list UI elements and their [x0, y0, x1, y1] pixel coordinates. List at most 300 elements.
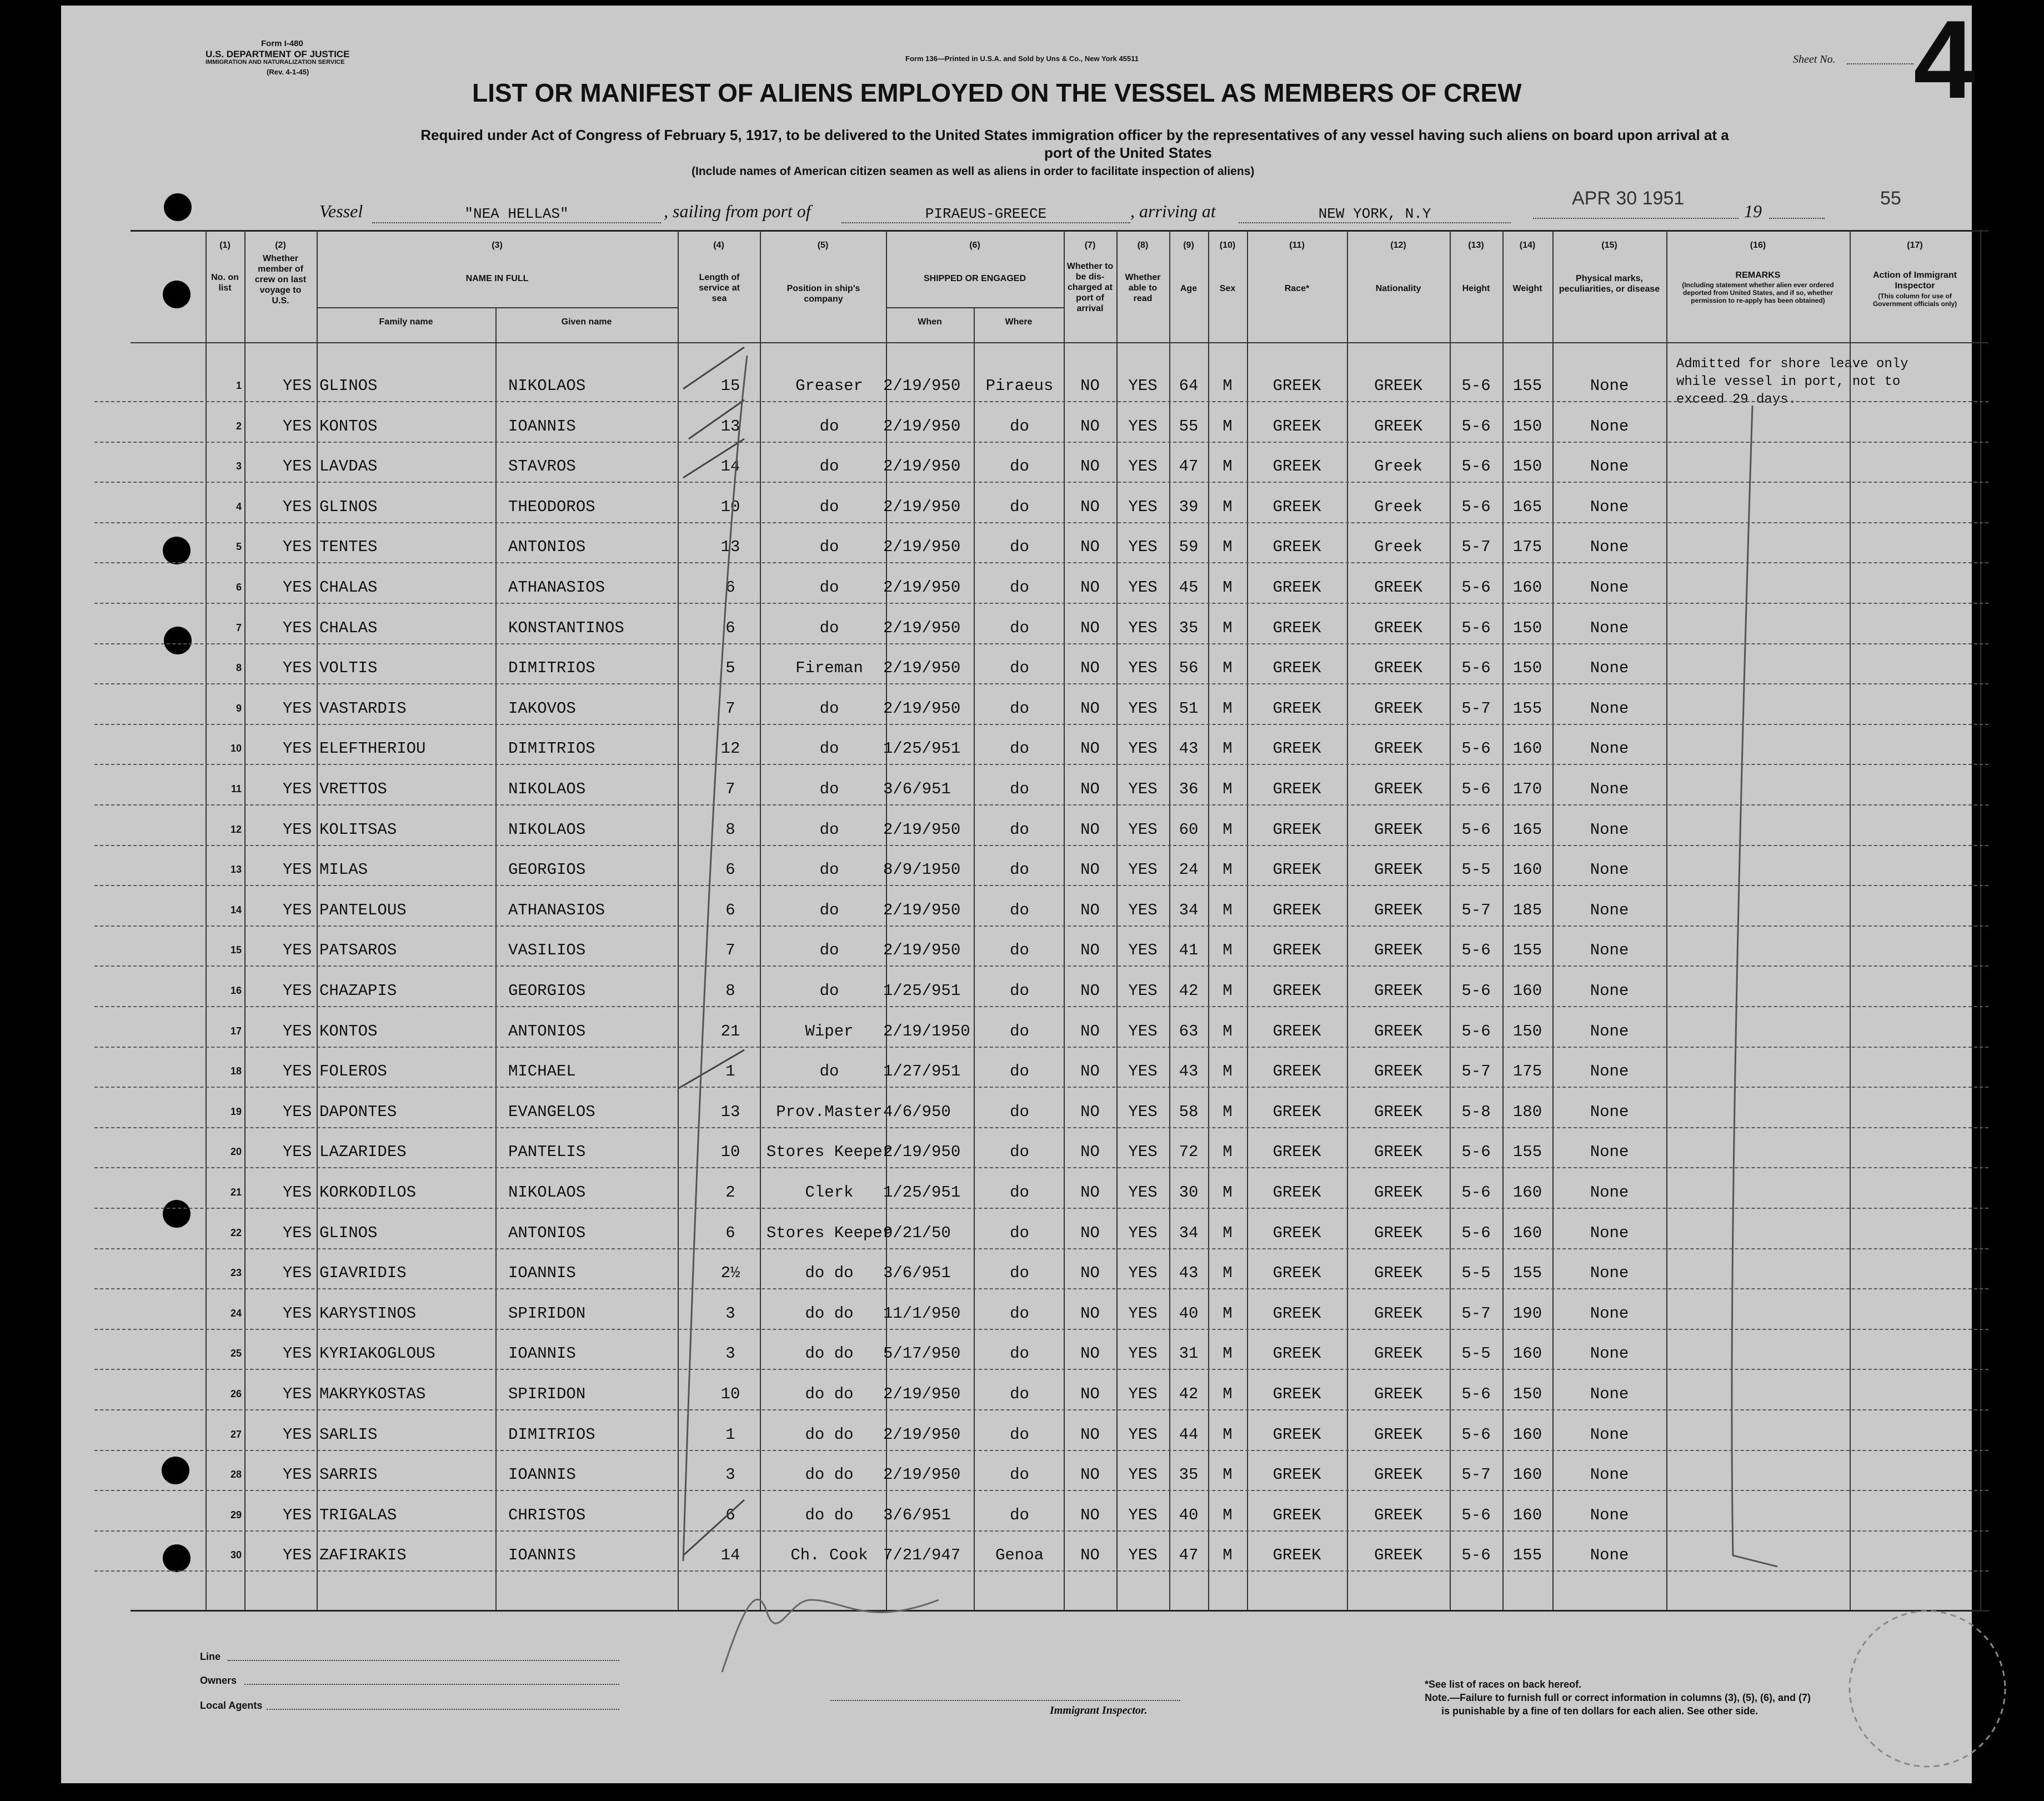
col-prev-voyage: Whether member of crew on last voyage to U.S. [254, 254, 307, 306]
cell-physical-marks: None [1590, 1102, 1629, 1121]
col-weight: Weight [1512, 284, 1542, 293]
table-row [94, 603, 1988, 644]
cell-given-name: PANTELIS [508, 1143, 586, 1162]
cell-position: do [819, 538, 839, 557]
cell-nationality: Greek [1374, 497, 1422, 516]
cell-sex: M [1223, 1022, 1233, 1040]
cell-race: GREEK [1273, 659, 1321, 678]
cell-position: do [819, 417, 839, 436]
table-row [94, 1490, 1988, 1532]
cell-physical-marks: None [1590, 820, 1629, 839]
cell-discharged: NO [1080, 1304, 1100, 1323]
cell-age: 40 [1179, 1505, 1199, 1524]
cell-nationality: GREEK [1374, 699, 1422, 718]
cell-row-number: 10 [230, 743, 242, 754]
cell-prev-voyage: YES [282, 900, 312, 919]
footer-note-failure: Note.—Failure to furnish full or correct information in columns (3), (5), (6), and (7) [1425, 1692, 1811, 1703]
cell-age: 43 [1179, 1062, 1199, 1081]
cell-shipped-where: do [1010, 1264, 1029, 1283]
cell-weight: 160 [1512, 1425, 1542, 1444]
cell-height: 5-6 [1461, 618, 1491, 637]
table-top-border [131, 230, 1988, 232]
cell-age: 43 [1179, 739, 1199, 758]
cell-discharged: NO [1080, 941, 1100, 960]
col-discharged: Whether to be dis-charged at port of arrival [1066, 262, 1114, 313]
table-row [94, 764, 1988, 806]
cell-height: 5-6 [1461, 457, 1491, 476]
cell-race: GREEK [1273, 457, 1321, 476]
col-physical-marks: Physical marks, peculiarities, or disease [1559, 274, 1660, 294]
cell-able-to-read: YES [1128, 820, 1158, 839]
cell-shipped-where: Piraeus [985, 377, 1054, 395]
cell-shipped-when: 2/19/950 [883, 659, 961, 678]
cell-discharged: NO [1080, 659, 1100, 678]
cell-prev-voyage: YES [282, 1465, 312, 1484]
cell-given-name: KONSTANTINOS [508, 618, 624, 637]
cell-shipped-when: 11/1/950 [883, 1304, 961, 1323]
cell-race: GREEK [1273, 900, 1321, 919]
cell-discharged: NO [1080, 1385, 1100, 1403]
cell-physical-marks: None [1590, 900, 1629, 919]
cell-family-name: VASTARDIS [319, 699, 407, 718]
cell-able-to-read: YES [1128, 1465, 1158, 1484]
revision: (Rev. 4-1-45) [267, 68, 309, 76]
cell-race: GREEK [1273, 1546, 1321, 1565]
date-line [1533, 218, 1739, 219]
cell-nationality: GREEK [1374, 1425, 1422, 1444]
footer-note-fine: is punishable by a fine of ten dollars for each alien. See other side. [1441, 1705, 1759, 1717]
cell-position: Ch. Cook [790, 1546, 868, 1565]
cell-sex: M [1223, 497, 1233, 516]
cell-age: 34 [1179, 1223, 1199, 1242]
cell-given-name: IOANNIS [508, 1344, 576, 1363]
cell-position: do [819, 578, 839, 597]
table-row [94, 1329, 1988, 1370]
col-when: When [918, 317, 942, 327]
cell-shipped-when: 2/19/950 [883, 417, 961, 436]
footer-agents-label: Local Agents [200, 1700, 263, 1711]
col-num: (13) [1468, 241, 1484, 250]
cell-sex: M [1223, 739, 1233, 758]
cell-nationality: GREEK [1374, 1465, 1422, 1484]
cell-given-name: GEORGIOS [508, 861, 586, 879]
cell-height: 5-6 [1461, 739, 1491, 758]
cell-shipped-when: 2/19/950 [883, 1425, 961, 1444]
cell-given-name: IOANNIS [508, 1264, 576, 1283]
cell-row-number: 4 [236, 501, 242, 512]
cell-prev-voyage: YES [282, 861, 312, 879]
cell-height: 5-6 [1461, 1143, 1491, 1162]
cell-nationality: Greek [1374, 538, 1422, 557]
col-length-service: Length of service at sea [699, 273, 740, 303]
cell-physical-marks: None [1590, 780, 1629, 798]
cell-weight: 155 [1512, 1264, 1542, 1283]
col-where: Where [1005, 317, 1033, 327]
cell-able-to-read: YES [1128, 982, 1158, 1000]
cell-length-of-service: 6 [725, 900, 735, 919]
cell-shipped-when: 1/25/951 [883, 982, 961, 1000]
cell-sex: M [1223, 1465, 1233, 1484]
col-num: (16) [1750, 241, 1766, 250]
cell-shipped-when: 2/19/950 [883, 941, 961, 960]
cell-prev-voyage: YES [282, 1505, 312, 1524]
cell-row-number: 21 [230, 1187, 242, 1198]
cell-length-of-service: 1 [725, 1062, 735, 1081]
cell-family-name: KYRIAKOGLOUS [319, 1344, 435, 1363]
cell-shipped-where: do [1010, 1465, 1029, 1484]
table-header-border [131, 342, 1988, 343]
cell-given-name: SPIRIDON [508, 1304, 586, 1323]
cell-family-name: ELEFTHERIOU [319, 739, 426, 758]
cell-nationality: GREEK [1374, 1223, 1422, 1242]
cell-discharged: NO [1080, 900, 1100, 919]
cell-position: do [819, 982, 839, 1000]
cell-length-of-service: 13 [720, 1102, 740, 1121]
cell-prev-voyage: YES [282, 820, 312, 839]
cell-row-number: 30 [230, 1549, 242, 1561]
cell-shipped-where: do [1010, 1183, 1029, 1202]
cell-given-name: STAVROS [508, 457, 576, 476]
cell-length-of-service: 14 [720, 457, 740, 476]
cell-shipped-where: do [1010, 982, 1029, 1000]
cell-race: GREEK [1273, 1022, 1321, 1040]
cell-physical-marks: None [1590, 1465, 1629, 1484]
cell-position: Fireman [795, 659, 863, 678]
cell-length-of-service: 7 [725, 699, 735, 718]
col-num: (8) [1137, 241, 1149, 250]
cell-weight: 160 [1512, 861, 1542, 879]
cell-given-name: NIKOLAOS [508, 1183, 586, 1202]
cell-sex: M [1223, 820, 1233, 839]
cell-discharged: NO [1080, 820, 1100, 839]
cell-prev-voyage: YES [282, 1223, 312, 1242]
cell-age: 35 [1179, 1465, 1199, 1484]
table-row [94, 522, 1988, 563]
cell-length-of-service: 1 [725, 1425, 735, 1444]
cell-able-to-read: YES [1128, 457, 1158, 476]
subtitle-requirement: Required under Act of Congress of February 5, 1917, to be delivered to the United States immigration officer by the representatives of any vessel having such aliens on board upon arrival at a [420, 127, 1729, 143]
cell-age: 36 [1179, 780, 1199, 798]
cell-age: 30 [1179, 1183, 1199, 1202]
cell-race: GREEK [1273, 861, 1321, 879]
cell-nationality: GREEK [1374, 417, 1422, 436]
table-row [94, 402, 1988, 443]
cell-sex: M [1223, 1546, 1233, 1565]
footer-owners-field [244, 1684, 619, 1685]
cell-height: 5-6 [1461, 659, 1491, 678]
cell-shipped-where: do [1010, 820, 1029, 839]
cell-length-of-service: 8 [725, 982, 735, 1000]
cell-physical-marks: None [1590, 1304, 1629, 1323]
cell-position: do do [805, 1304, 854, 1323]
cell-age: 47 [1179, 457, 1199, 476]
cell-weight: 150 [1512, 457, 1542, 476]
cell-position: Clerk [805, 1183, 854, 1202]
cell-physical-marks: None [1590, 1385, 1629, 1403]
cell-able-to-read: YES [1128, 941, 1158, 960]
cell-race: GREEK [1273, 1264, 1321, 1283]
cell-shipped-when: 1/25/951 [883, 1183, 961, 1202]
cell-able-to-read: YES [1128, 417, 1158, 436]
cell-weight: 150 [1512, 1385, 1542, 1403]
department: U.S. DEPARTMENT OF JUSTICE [206, 49, 350, 59]
cell-prev-voyage: YES [282, 1264, 312, 1283]
cell-able-to-read: YES [1128, 900, 1158, 919]
col-num: (4) [713, 241, 724, 250]
cell-race: GREEK [1273, 497, 1321, 516]
cell-family-name: FOLEROS [319, 1062, 387, 1081]
cell-race: GREEK [1273, 739, 1321, 758]
cell-shipped-when: 4/6/950 [883, 1102, 951, 1121]
cell-age: 24 [1179, 861, 1199, 879]
cell-prev-voyage: YES [282, 1143, 312, 1162]
cell-race: GREEK [1273, 538, 1321, 557]
footer-line-field [228, 1660, 619, 1661]
cell-discharged: NO [1080, 1102, 1100, 1121]
cell-discharged: NO [1080, 497, 1100, 516]
cell-prev-voyage: YES [282, 1304, 312, 1323]
cell-age: 56 [1179, 659, 1199, 678]
cell-sex: M [1223, 457, 1233, 476]
cell-discharged: NO [1080, 1425, 1100, 1444]
cell-prev-voyage: YES [282, 497, 312, 516]
cell-given-name: ATHANASIOS [508, 578, 605, 597]
cell-weight: 155 [1512, 1143, 1542, 1162]
footer-agents-field [267, 1709, 619, 1710]
cell-height: 5-7 [1461, 699, 1491, 718]
cell-age: 34 [1179, 900, 1199, 919]
cell-sex: M [1223, 1102, 1233, 1121]
cell-shipped-where: do [1010, 900, 1029, 919]
cell-shipped-where: do [1010, 1425, 1029, 1444]
cell-able-to-read: YES [1128, 618, 1158, 637]
cell-family-name: KOLITSAS [319, 820, 397, 839]
cell-discharged: NO [1080, 739, 1100, 758]
cell-race: GREEK [1273, 417, 1321, 436]
cell-position: Prov.Master [776, 1102, 883, 1121]
cell-able-to-read: YES [1128, 739, 1158, 758]
cell-race: GREEK [1273, 1143, 1321, 1162]
cell-row-number: 8 [236, 662, 242, 674]
service: IMMIGRATION AND NATURALIZATION SERVICE [206, 59, 345, 66]
cell-row-number: 27 [230, 1428, 242, 1440]
table-row [94, 684, 1988, 725]
cell-age: 45 [1179, 578, 1199, 597]
table-row [94, 361, 1988, 402]
table-row [94, 925, 1988, 967]
cell-prev-voyage: YES [282, 699, 312, 718]
cell-age: 64 [1179, 377, 1199, 395]
col-shipped-engaged: SHIPPED OR ENGAGED [923, 274, 1026, 283]
cell-height: 5-6 [1461, 1505, 1491, 1524]
cell-sex: M [1223, 1344, 1233, 1363]
cell-row-number: 25 [230, 1348, 242, 1359]
cell-row-number: 1 [236, 380, 242, 391]
cell-sex: M [1223, 659, 1233, 678]
cell-position: do [819, 1062, 839, 1081]
cell-discharged: NO [1080, 1183, 1100, 1202]
cell-weight: 155 [1512, 1546, 1542, 1565]
cell-shipped-when: 2/19/950 [883, 377, 961, 395]
cell-physical-marks: None [1590, 659, 1629, 678]
cell-race: GREEK [1273, 1062, 1321, 1081]
cell-length-of-service: 6 [725, 1223, 735, 1242]
cell-race: GREEK [1273, 1505, 1321, 1524]
cell-row-number: 7 [236, 622, 242, 633]
cell-able-to-read: YES [1128, 861, 1158, 879]
cell-physical-marks: None [1590, 1425, 1629, 1444]
cell-shipped-where: do [1010, 538, 1029, 557]
cell-sex: M [1223, 1505, 1233, 1524]
cell-given-name: IAKOVOS [508, 699, 576, 718]
cell-length-of-service: 13 [720, 538, 740, 557]
cell-given-name: CHRISTOS [508, 1505, 586, 1524]
cell-height: 5-8 [1461, 1102, 1491, 1121]
cell-family-name: VRETTOS [319, 780, 387, 798]
cell-row-number: 13 [230, 864, 242, 876]
cell-row-number: 22 [230, 1227, 242, 1238]
cell-age: 55 [1179, 417, 1199, 436]
cell-discharged: NO [1080, 1264, 1100, 1283]
col-no-on-list: No. on list [211, 273, 239, 293]
cell-nationality: GREEK [1374, 1546, 1422, 1565]
cell-weight: 160 [1512, 1344, 1542, 1363]
printer-line: Form 136—Printed in U.S.A. and Sold by Uns & Co., New York 45511 [905, 54, 1139, 63]
cell-nationality: GREEK [1374, 820, 1422, 839]
cell-sex: M [1223, 1062, 1233, 1081]
table-row [94, 886, 1988, 927]
cell-length-of-service: 10 [720, 1385, 740, 1403]
cell-prev-voyage: YES [282, 941, 312, 960]
sailing-port: PIRAEUS-GREECE [841, 206, 1130, 223]
cell-weight: 155 [1512, 941, 1542, 960]
vessel-label: Vessel [319, 201, 363, 221]
cell-age: 72 [1179, 1143, 1199, 1162]
cell-sex: M [1223, 900, 1233, 919]
cell-nationality: GREEK [1374, 1022, 1422, 1040]
cell-able-to-read: YES [1128, 1304, 1158, 1323]
cell-prev-voyage: YES [282, 538, 312, 557]
cell-row-number: 14 [230, 904, 242, 915]
cell-weight: 175 [1512, 538, 1542, 557]
cell-nationality: GREEK [1374, 1385, 1422, 1403]
cell-race: GREEK [1273, 1425, 1321, 1444]
cell-height: 5-6 [1461, 1183, 1491, 1202]
cell-race: GREEK [1273, 618, 1321, 637]
cell-length-of-service: 15 [720, 377, 740, 395]
cell-able-to-read: YES [1128, 497, 1158, 516]
cell-age: 44 [1179, 1425, 1199, 1444]
cell-race: GREEK [1273, 1304, 1321, 1323]
cell-physical-marks: None [1590, 1546, 1629, 1565]
cell-position: do [819, 820, 839, 839]
cell-nationality: GREEK [1374, 377, 1422, 395]
cell-length-of-service: 10 [720, 1143, 740, 1162]
year-suffix: 55 [1880, 188, 1901, 209]
cell-shipped-when: 2/19/950 [883, 578, 961, 597]
cell-prev-voyage: YES [282, 1102, 312, 1121]
cell-nationality: GREEK [1374, 1344, 1422, 1363]
cell-physical-marks: None [1590, 457, 1629, 476]
cell-shipped-when: 1/25/951 [883, 739, 961, 758]
cell-height: 5-6 [1461, 1425, 1491, 1444]
cell-height: 5-5 [1461, 1264, 1491, 1283]
cell-given-name: SPIRIDON [508, 1385, 586, 1403]
cell-nationality: GREEK [1374, 739, 1422, 758]
cell-able-to-read: YES [1128, 1143, 1158, 1162]
cell-able-to-read: YES [1128, 1223, 1158, 1242]
cell-race: GREEK [1273, 1385, 1321, 1403]
table-row [94, 442, 1988, 483]
cell-sex: M [1223, 1143, 1233, 1162]
cell-race: GREEK [1273, 699, 1321, 718]
cell-length-of-service: 13 [720, 417, 740, 436]
cell-shipped-when: 2/19/950 [883, 538, 961, 557]
cell-nationality: GREEK [1374, 659, 1422, 678]
cell-prev-voyage: YES [282, 1062, 312, 1081]
cell-discharged: NO [1080, 1546, 1100, 1565]
cell-physical-marks: None [1590, 1022, 1629, 1040]
table-row [94, 724, 1988, 765]
cell-discharged: NO [1080, 1022, 1100, 1040]
cell-nationality: GREEK [1374, 1505, 1422, 1524]
cell-weight: 150 [1512, 1022, 1542, 1040]
cell-shipped-where: do [1010, 780, 1029, 798]
cell-age: 63 [1179, 1022, 1199, 1040]
year-line [1769, 218, 1825, 219]
cell-shipped-when: 3/6/951 [883, 780, 951, 798]
table-row [94, 1530, 1988, 1572]
cell-family-name: GIAVRIDIS [319, 1264, 407, 1283]
cell-length-of-service: 21 [720, 1022, 740, 1040]
cell-physical-marks: None [1590, 497, 1629, 516]
cell-prev-voyage: YES [282, 982, 312, 1000]
cell-physical-marks: None [1590, 1062, 1629, 1081]
cell-shipped-where: do [1010, 659, 1029, 678]
col-name-in-full: NAME IN FULL [465, 274, 529, 283]
cell-row-number: 5 [236, 541, 242, 553]
cell-shipped-when: 2/19/950 [883, 1385, 961, 1403]
cell-given-name: ANTONIOS [508, 1223, 586, 1242]
cell-shipped-where: do [1010, 1304, 1029, 1323]
cell-weight: 180 [1512, 1102, 1542, 1121]
col-inspector-action: Action of Immigrant Inspector [1872, 271, 1957, 291]
cell-able-to-read: YES [1128, 1183, 1158, 1202]
cell-family-name: DAPONTES [319, 1102, 397, 1121]
cell-shipped-where: do [1010, 497, 1029, 516]
cell-discharged: NO [1080, 1344, 1100, 1363]
cell-able-to-read: YES [1128, 1022, 1158, 1040]
cell-physical-marks: None [1590, 739, 1629, 758]
cell-able-to-read: YES [1128, 1546, 1158, 1565]
cell-shipped-when: 3/6/951 [883, 1264, 951, 1283]
sailing-label: , sailing from port of [664, 201, 811, 221]
cell-nationality: GREEK [1374, 1183, 1422, 1202]
cell-physical-marks: None [1590, 417, 1629, 436]
cell-shipped-when: 2/19/950 [883, 1143, 961, 1162]
cell-prev-voyage: YES [282, 578, 312, 597]
cell-sex: M [1223, 1223, 1233, 1242]
table-row [94, 1168, 1988, 1209]
cell-row-number: 23 [230, 1267, 242, 1279]
cell-row-number: 20 [230, 1146, 242, 1158]
cell-sex: M [1223, 861, 1233, 879]
cell-nationality: GREEK [1374, 861, 1422, 879]
cell-length-of-service: 3 [725, 1304, 735, 1323]
cell-shipped-where: do [1010, 1062, 1029, 1081]
cell-height: 5-6 [1461, 1223, 1491, 1242]
cell-position: do [819, 861, 839, 879]
